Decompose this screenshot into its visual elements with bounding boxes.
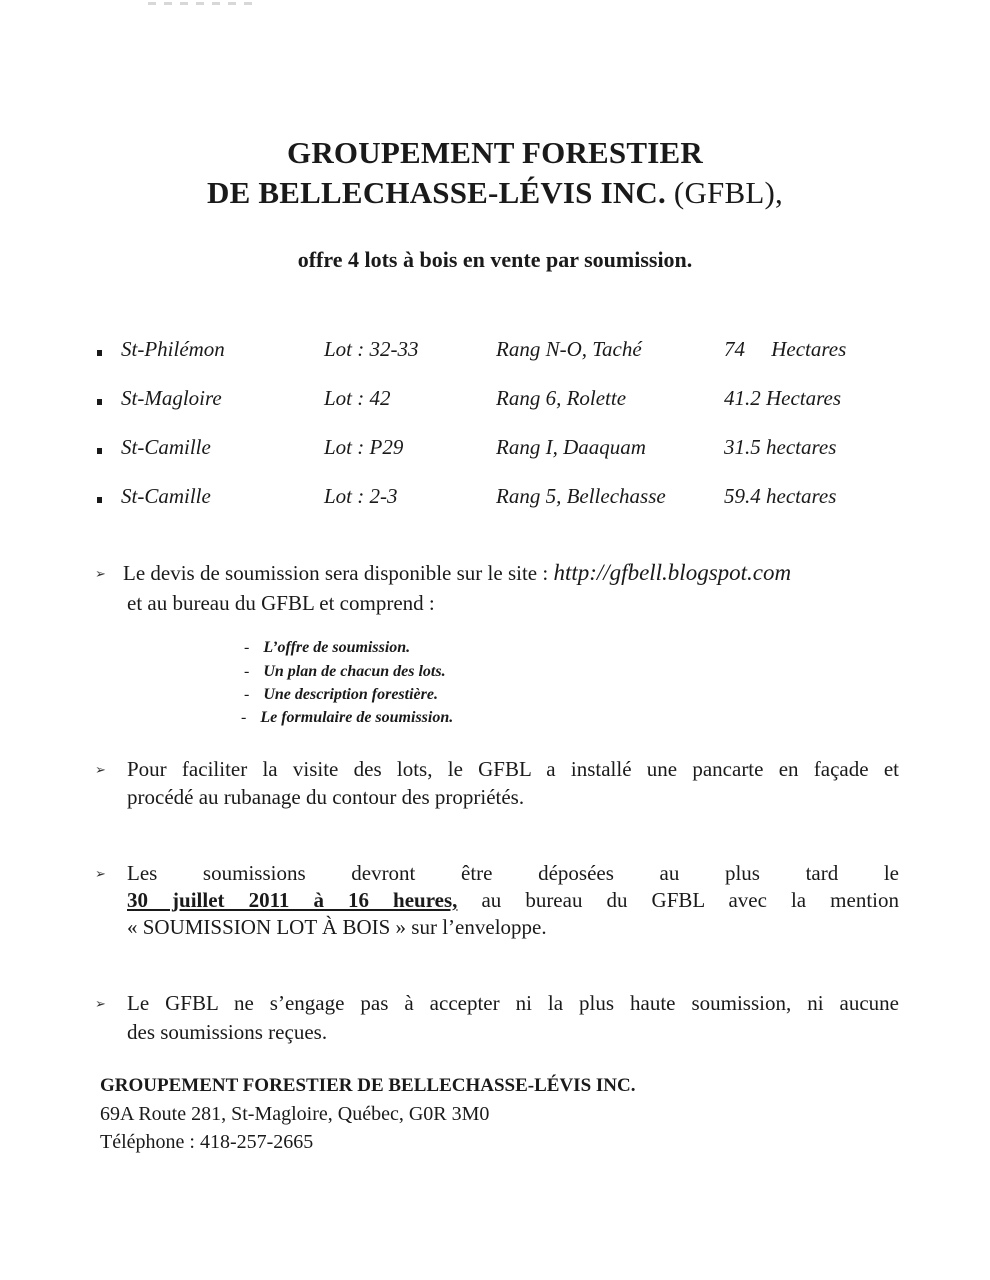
lot-row bbox=[0, 337, 990, 367]
visite-line-1: Pour faciliter la visite des lots, le GFBL a installé une pancarte en façade et bbox=[127, 757, 899, 781]
devis-url[interactable]: http://gfbell.blogspot.com bbox=[553, 560, 792, 585]
title-acronym: (GFBL), bbox=[673, 175, 783, 210]
lot-row bbox=[0, 484, 990, 514]
arrowhead-bullet-icon: ➢ bbox=[95, 566, 106, 581]
deadline-date: 30 juillet 2011 à 16 heures, bbox=[127, 888, 458, 912]
list-item: - Une description forestière. bbox=[244, 686, 438, 703]
footer-org-name: GROUPEMENT FORESTIER DE BELLECHASSE-LÉVIS INC. bbox=[100, 1075, 636, 1096]
dash-bullet-icon: - bbox=[241, 709, 247, 726]
dash-bullet-icon: - bbox=[244, 663, 250, 680]
lot-rang: Rang N-O, Taché bbox=[496, 337, 642, 361]
square-bullet-icon bbox=[97, 350, 102, 356]
lot-row bbox=[0, 435, 990, 465]
lot-place: St-Philémon bbox=[121, 337, 225, 361]
list-item: - Un plan de chacun des lots. bbox=[244, 663, 446, 680]
lot-place: St-Magloire bbox=[121, 386, 222, 410]
square-bullet-icon bbox=[97, 399, 102, 405]
lot-area: 74 Hectares bbox=[724, 337, 847, 361]
lot-rang: Rang 6, Rolette bbox=[496, 386, 627, 410]
lot-number: Lot : P29 bbox=[324, 435, 404, 459]
list-item: - Le formulaire de soumission. bbox=[241, 709, 454, 726]
engagement-line-1: Le GFBL ne s’engage pas à accepter ni la plus haute soumission, ni aucune bbox=[127, 991, 899, 1015]
title-org-name: DE BELLECHASSE-LÉVIS INC. bbox=[207, 175, 666, 210]
lot-area: 31.5 hectares bbox=[724, 435, 837, 459]
footer-phone: Téléphone : 418-257-2665 bbox=[100, 1131, 314, 1153]
soumissions-line-2-rest: au bureau du GFBL avec la mention bbox=[481, 888, 899, 912]
lot-area: 59.4 hectares bbox=[724, 484, 837, 508]
engagement-line-2: des soumissions reçues. bbox=[127, 1020, 328, 1044]
square-bullet-icon bbox=[97, 448, 102, 454]
devis-line-1 bbox=[123, 559, 791, 587]
arrowhead-bullet-icon: ➢ bbox=[95, 762, 106, 777]
soumissions-line-3: « SOUMISSION LOT À BOIS » sur l’enveloppe. bbox=[127, 915, 547, 939]
devis-text: Le devis de soumission sera disponible sur le site : bbox=[123, 561, 549, 585]
lot-rang: Rang 5, Bellechasse bbox=[496, 484, 666, 508]
soumissions-line-2 bbox=[127, 886, 899, 914]
arrowhead-bullet-icon: ➢ bbox=[95, 866, 106, 881]
subtitle: offre 4 lots à bois en vente par soumission. bbox=[297, 247, 693, 272]
soumissions-line-1: Les soumissions devront être déposées au plus tard le bbox=[127, 861, 899, 885]
lot-number: Lot : 2-3 bbox=[324, 484, 398, 508]
lot-number: Lot : 42 bbox=[324, 386, 391, 410]
title-line-1: GROUPEMENT FORESTIER bbox=[287, 135, 703, 170]
list-item: - L’offre de soumission. bbox=[244, 639, 411, 656]
lot-number: Lot : 32-33 bbox=[324, 337, 419, 361]
dash-bullet-icon: - bbox=[244, 639, 250, 656]
footer-address: 69A Route 281, St-Magloire, Québec, G0R 3M0 bbox=[100, 1103, 490, 1125]
devis-line-2: et au bureau du GFBL et comprend : bbox=[127, 591, 435, 615]
lot-area: 41.2 Hectares bbox=[724, 386, 842, 410]
dash-bullet-icon: - bbox=[244, 686, 250, 703]
scan-smudge bbox=[148, 2, 258, 5]
visite-line-2: procédé au rubanage du contour des propriétés. bbox=[127, 785, 525, 809]
lot-rang: Rang I, Daaquam bbox=[496, 435, 646, 459]
lot-place: St-Camille bbox=[121, 484, 211, 508]
arrowhead-bullet-icon: ➢ bbox=[95, 996, 106, 1011]
square-bullet-icon bbox=[97, 497, 102, 503]
title-line-2 bbox=[0, 175, 990, 211]
lot-place: St-Camille bbox=[121, 435, 211, 459]
lot-row bbox=[0, 386, 990, 416]
